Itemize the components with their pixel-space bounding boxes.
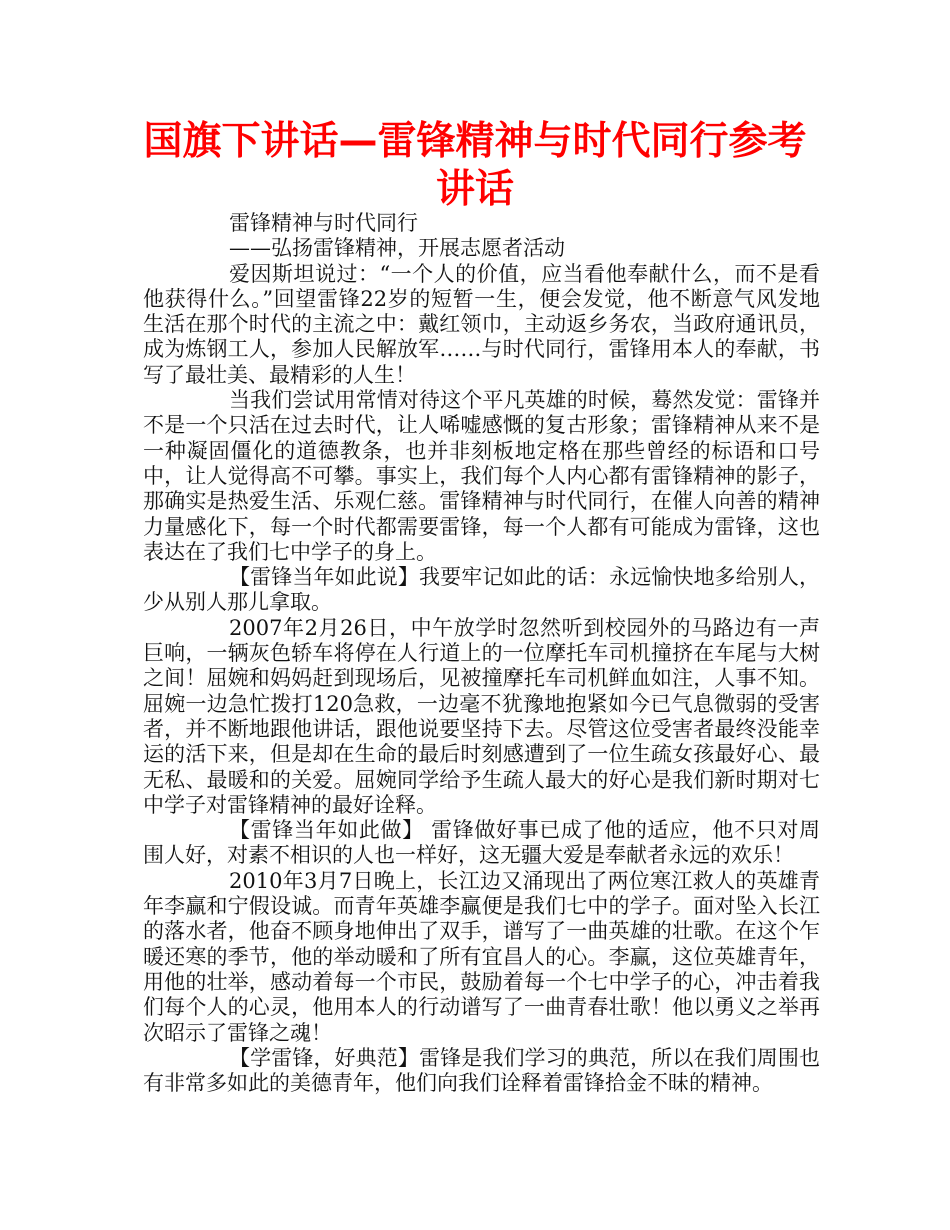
body-paragraph: 【学雷锋，好典范】雷锋是我们学习的典范，所以在我们周围也有非常多如此的美德青年，他们向我们诠释着雷锋拾金不昧的精神。: [143, 1045, 820, 1096]
body-paragraph: 【雷锋当年如此说】我要牢记如此的话：永远愉快地多给别人，少从别人那儿拿取。: [143, 565, 820, 615]
body-paragraph: 2007年2月26日，中午放学时忽然听到校园外的马路边有一声巨响，一辆灰色轿车将停在人行道上的一位摩托车司机撞挤在车尾与大树之间！屈婉和妈妈赶到现场后，见被撞摩托车司机鲜血如注，人事不知。屈婉一边急忙拨打120急救，一边毫不犹豫地抱紧如今已气息微弱的受害者，并不断地跟他讲话，跟他说要坚持下去。尽管这位受害者最终没能幸运的活下来，但是却在生命的最后时刻感遭到了一位生疏女孩最好心、最无私、最暖和的关爱。屈婉同学给予生疏人最大的好心是我们新时期对七中学子对雷锋精神的最好诠释。: [143, 615, 820, 817]
body-paragraph: 2010年3月7日晚上，长江边又涌现出了两位寒江救人的英雄青年李赢和宁假设诚。而青年英雄李赢便是我们七中的学子。面对坠入长江的落水者，他奋不顾身地伸出了双手，谱写了一曲英雄的壮歌。在这个乍暖还寒的季节，他的举动暖和了所有宜昌人的心。李赢，这位英雄青年，用他的壮举，感动着每一个市民，鼓励着每一个七中学子的心，冲击着我们每个人的心灵，他用本人的行动谱写了一曲青春壮歌！他以勇义之举再次昭示了雷锋之魂！: [143, 868, 820, 1045]
body-paragraph: 爱因斯坦说过：“一个人的价值，应当看他奉献什么，而不是看他获得什么。”回望雷锋22岁的短暂一生，便会发觉，他不断意气风发地生活在那个时代的主流之中：戴红领巾，主动返乡务农，当政府通讯员，成为炼钢工人，参加人民解放军……与时代同行，雷锋用本人的奉献，书写了最壮美、最精彩的人生！: [143, 261, 820, 387]
document-title: 国旗下讲话—雷锋精神与时代同行参考讲话: [143, 119, 807, 212]
subtitle-line: 雷锋精神与时代同行: [229, 211, 418, 235]
document-body: [143, 211, 820, 1096]
body-paragraph: 当我们尝试用常情对待这个平凡英雄的时候，蓦然发觉：雷锋并不是一个只活在过去时代，让人唏嘘感慨的复古形象；雷锋精神从来不是一种凝固僵化的道德教条，也并非刻板地定格在那些曾经的标语和口号中，让人觉得高不可攀。事实上，我们每个人内心都有雷锋精神的影子，那确实是热爱生活、乐观仁慈。雷锋精神与时代同行，在催人向善的精神力量感化下，每一个时代都需要雷锋，每一个人都有可能成为雷锋，这也表达在了我们七中学子的身上。: [143, 388, 820, 564]
body-paragraph: 【雷锋当年如此做】 雷锋做好事已成了他的适应，他不只对周围人好，对素不相识的人也一样好，这无疆大爱是奉献者永远的欢乐！: [143, 818, 820, 868]
subtitle-line: ——弘扬雷锋精神，开展志愿者活动: [229, 236, 565, 261]
